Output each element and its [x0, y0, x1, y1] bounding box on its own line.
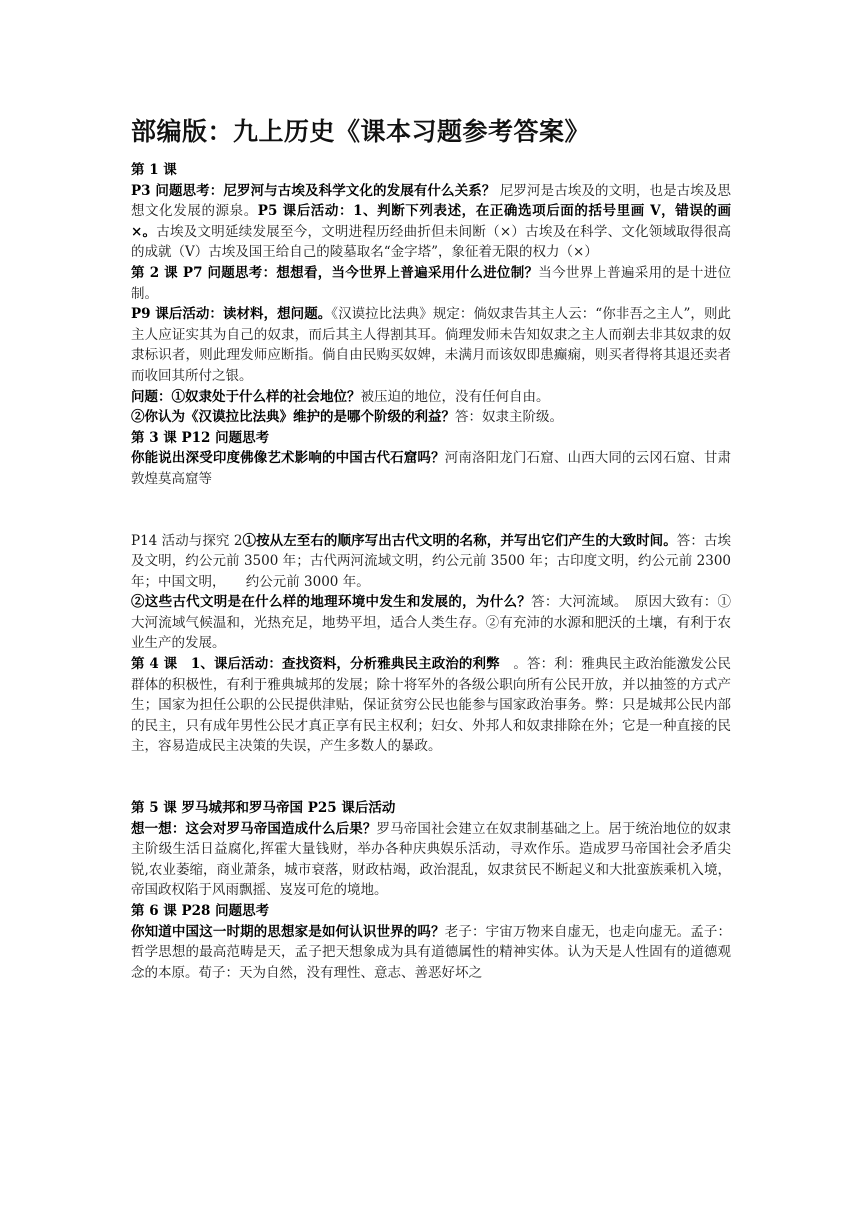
lesson-6-question: 你知道中国这一时期的思想家是如何认识世界的吗？ [131, 923, 445, 940]
p14-paragraph-2 [131, 592, 731, 654]
lesson-3-answer: 河南洛阳龙门石窟、山西大同的云冈石窟、甘肃敦煌莫高窟等 [131, 450, 732, 487]
lesson-5-heading: 第 5 课 罗马城邦和罗马帝国 P25 课后活动 [131, 800, 396, 817]
spacer [131, 757, 731, 798]
lesson-2-activity-paragraph [131, 304, 731, 386]
p14-answer-1: 答：古埃及文明，约公元前 3500 年；古代两河流域文明，约公元前 3500 年；古印度文明，约公元前 2300 年；中国文明， 约公元前 3000 年。 [131, 532, 732, 590]
lesson-3-heading: 第 3 课 P12 问题思考 [131, 429, 270, 446]
lesson-4-activity: 第 4 课 1、课后活动：查找资料，分析雅典民主政治的利弊 [131, 656, 514, 673]
lesson-2-q1-answer: 被压迫的地位，没有任何自由。 [360, 388, 550, 405]
lesson-4-paragraph [131, 654, 731, 757]
p14-question-1: ①按从左至右的顺序写出古代文明的名称，并写出它们产生的大致时间。 [242, 532, 677, 549]
lesson-2-paragraph [131, 263, 731, 304]
lesson-6-answer: 老子：宇宙万物来自虚无，也走向虚无。孟子：哲学思想的最高范畴是天，孟子把天想象成为具有道德属性的精神实体。认为天是人性固有的道德观念的本原。荀子：天为自然，没有理性、意志、善恶好坏之 [131, 923, 732, 981]
lesson-2-material: 《汉谟拉比法典》规定：倘奴隶告其主人云：“你非吾之主人”，则此主人应证实其为自己的奴隶，而后其主人得割其耳。倘理发师未告知奴隶之主人而剃去非其奴隶的奴隶标识者，则此理发师应断指。倘自由民购买奴婢，未满月而该奴即患癫痫，则买者得将其退还卖者而收回其所付之银。 [131, 306, 731, 384]
lesson-1-activity: P5 课后活动：1、判断下列表述，在正确选项后面的括号里画 V，错误的画×。 [131, 203, 732, 240]
lesson-1-activity-answer: 古埃及文明延续发展至今，文明进程历经曲折但未间断（×）古埃及在科学、文化领域取得很高的成就（V）古埃及国王给自己的陵墓取名“金字塔”，象征着无限的权力（×） [131, 223, 731, 261]
spacer [131, 490, 731, 531]
lesson-1-question: P3 问题思考：尼罗河与古埃及科学文化的发展有什么关系？ [131, 182, 496, 199]
p14-paragraph-1 [131, 531, 731, 593]
lesson-2-q2-text: ②你认为《汉谟拉比法典》维护的是哪个阶级的利益？ [131, 409, 455, 426]
lesson-5-paragraph [131, 819, 731, 901]
document-body [131, 160, 731, 983]
lesson-1-paragraph [131, 181, 731, 263]
document-title: 部编版：九上历史《课本习题参考答案》 [131, 117, 591, 146]
lesson-2-activity: P9 课后活动：读材料，想问题。 [131, 306, 332, 323]
lesson-2-q2-answer: 答：奴隶主阶级。 [455, 409, 563, 426]
lesson-1-heading: 第 1 课 [131, 162, 177, 178]
lesson-6-heading: 第 6 课 P28 问题思考 [131, 903, 270, 919]
lesson-2-question-1 [131, 387, 731, 408]
p14-answer-2: 答：大河流域。 原因大致有：①大河流域气候温和，光热充足，地势平坦，适合人类生存。②有充沛的水源和肥沃的土壤，有利于农业生产的发展。 [131, 594, 732, 652]
lesson-3-question: 你能说出深受印度佛像艺术影响的中国古代石窟吗？ [131, 450, 445, 467]
lesson-4-answer: 。答：利：雅典民主政治能激发公民群体的积极性，有利于雅典城邦的发展；除十将军外的各级公职向所有公民开放，并以抽签的方式产生；国家为担任公职的公民提供津贴，保证贫穷公民也能参与国家政治事务。弊：只是城邦公民内部的民主，只有成年男性公民才真正享有民主权利；妇女、外邦人和奴隶排除在外；它是一种直接的民主，容易造成民主决策的失误，产生多数人的暴政。 [131, 656, 731, 755]
lesson-5-question: 想一想：这会对罗马帝国造成什么后果？ [131, 820, 377, 837]
lesson-3-paragraph [131, 448, 731, 489]
lesson-2-q1-text: 问题：①奴隶处于什么样的社会地位？ [131, 388, 361, 405]
lesson-6-paragraph [131, 922, 731, 984]
lesson-5-answer: 罗马帝国社会建立在奴隶制基础之上。居于统治地位的奴隶主阶级生活日益腐化,挥霍大量钱财，举办各种庆典娱乐活动，寻欢作乐。造成罗马帝国社会矛盾尖锐,农业萎缩，商业萧条，城市衰落，财政枯竭，政治混乱，奴隶贫民不断起义和大批蛮族乘机入境，帝国政权陷于风雨飘摇、岌岌可危的境地。 [131, 820, 732, 899]
p14-question-2: ②这些古代文明是在什么样的地理环境中发生和发展的，为什么？ [131, 594, 532, 611]
lesson-2-answer: 当今世界上普遍采用的是十进位制。 [131, 264, 731, 302]
lesson-2-question-2 [131, 407, 731, 428]
p14-lead: P14 活动与探究 2 [131, 532, 243, 549]
lesson-1-answer: 尼罗河是古埃及的文明，也是古埃及思想文化发展的源泉。 [131, 182, 731, 220]
lesson-2-question: 第 2 课 P7 问题思考：想想看，当今世界上普遍采用什么进位制？ [131, 264, 539, 281]
